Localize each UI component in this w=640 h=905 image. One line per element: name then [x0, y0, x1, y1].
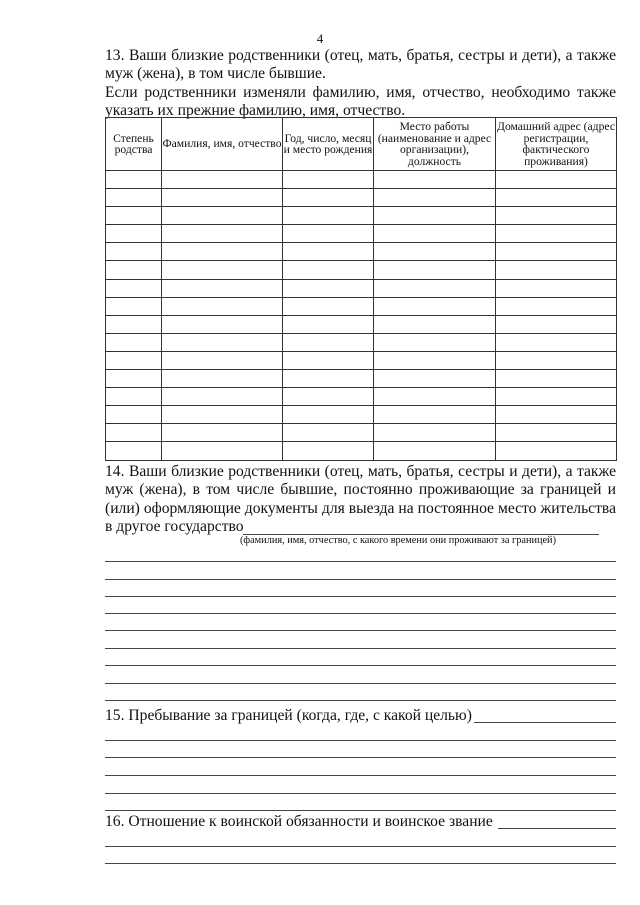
header-home-address: Домашний адрес (адрес регистрации, фактического проживания) — [496, 118, 617, 171]
table-cell[interactable] — [162, 207, 283, 225]
table-cell[interactable] — [106, 442, 162, 460]
table-cell[interactable] — [496, 315, 617, 333]
q15-answer-line[interactable] — [105, 793, 616, 794]
table-cell[interactable] — [496, 225, 617, 243]
table-cell[interactable] — [106, 315, 162, 333]
q16-label: 16. Отношение к воинской обязанности и воинское звание — [105, 813, 493, 830]
q13-line: Если родственники изменяли фамилию, имя, отчество, необходимо также — [105, 83, 616, 101]
q15-answer-line[interactable] — [105, 810, 616, 811]
table-cell[interactable] — [496, 189, 617, 207]
table-cell[interactable] — [106, 207, 162, 225]
table-cell[interactable] — [374, 315, 496, 333]
table-cell[interactable] — [496, 297, 617, 315]
table-cell[interactable] — [106, 406, 162, 424]
table-cell[interactable] — [106, 189, 162, 207]
q14-answer-line[interactable] — [105, 665, 616, 666]
q16-answer-line[interactable] — [105, 846, 616, 847]
table-cell[interactable] — [106, 171, 162, 189]
table-cell[interactable] — [283, 388, 374, 406]
table-cell[interactable] — [106, 333, 162, 351]
q15-answer-line[interactable] — [105, 775, 616, 776]
q14-line: в другое государство — [105, 517, 244, 535]
table-cell[interactable] — [374, 261, 496, 279]
table-row — [106, 388, 617, 406]
table-cell[interactable] — [283, 243, 374, 261]
table-cell[interactable] — [162, 370, 283, 388]
q16-answer-line[interactable] — [105, 863, 616, 864]
table-cell[interactable] — [283, 333, 374, 351]
table-cell[interactable] — [162, 388, 283, 406]
table-cell[interactable] — [162, 243, 283, 261]
table-cell[interactable] — [106, 243, 162, 261]
table-row — [106, 225, 617, 243]
table-cell[interactable] — [374, 243, 496, 261]
table-row — [106, 261, 617, 279]
table-cell[interactable] — [106, 225, 162, 243]
table-cell[interactable] — [106, 261, 162, 279]
table-cell[interactable] — [283, 279, 374, 297]
table-cell[interactable] — [496, 424, 617, 442]
table-header-row — [106, 118, 617, 171]
table-cell[interactable] — [162, 279, 283, 297]
table-cell[interactable] — [374, 189, 496, 207]
table-cell[interactable] — [283, 297, 374, 315]
table-row — [106, 333, 617, 351]
table-cell[interactable] — [106, 297, 162, 315]
table-cell[interactable] — [162, 315, 283, 333]
table-row — [106, 297, 617, 315]
table-cell[interactable] — [162, 351, 283, 369]
q14-answer-line[interactable] — [105, 630, 616, 631]
header-relation: Степень родства — [106, 118, 162, 171]
table-cell[interactable] — [283, 442, 374, 460]
table-cell[interactable] — [496, 261, 617, 279]
table-cell[interactable] — [162, 171, 283, 189]
q14-answer-line[interactable] — [105, 683, 616, 684]
q14-answer-line[interactable] — [105, 700, 616, 701]
q15-answer-line[interactable] — [474, 722, 616, 723]
table-cell[interactable] — [283, 351, 374, 369]
table-row — [106, 243, 617, 261]
table-cell[interactable] — [162, 189, 283, 207]
q14-line: 14. Ваши близкие родственники (отец, мать, братья, сестры и дети), а также — [105, 463, 616, 480]
header-workplace: Место работы (наименование и адрес организации), должность — [374, 118, 496, 171]
table-row — [106, 351, 617, 369]
q14-answer-line[interactable] — [105, 596, 616, 597]
q15-answer-line[interactable] — [105, 740, 616, 741]
table-cell[interactable] — [374, 370, 496, 388]
table-cell[interactable] — [162, 333, 283, 351]
table-cell[interactable] — [496, 279, 617, 297]
table-cell[interactable] — [374, 279, 496, 297]
table-cell[interactable] — [162, 424, 283, 442]
header-birth: Год, число, месяц и место рождения — [283, 118, 374, 171]
table-row — [106, 442, 617, 460]
table-cell[interactable] — [496, 370, 617, 388]
q14-answer-line[interactable] — [105, 648, 616, 649]
table-cell[interactable] — [496, 207, 617, 225]
table-cell[interactable] — [162, 406, 283, 424]
q14-answer-line[interactable] — [105, 579, 616, 580]
table-cell[interactable] — [496, 243, 617, 261]
table-cell[interactable] — [283, 225, 374, 243]
q13-line: муж (жена), в том числе бывшие. — [105, 65, 326, 83]
table-cell[interactable] — [496, 171, 617, 189]
table-cell[interactable] — [374, 424, 496, 442]
q14-answer-line[interactable] — [105, 613, 616, 614]
table-row — [106, 370, 617, 388]
table-cell[interactable] — [374, 388, 496, 406]
table-cell[interactable] — [374, 225, 496, 243]
header-full-name: Фамилия, имя, отчество — [162, 118, 283, 171]
table-cell[interactable] — [106, 370, 162, 388]
table-row — [106, 424, 617, 442]
table-cell[interactable] — [283, 207, 374, 225]
table-row — [106, 406, 617, 424]
q13-line: 13. Ваши близкие родственники (отец, мать, братья, сестры и дети), а также — [105, 47, 616, 64]
table-cell[interactable] — [106, 351, 162, 369]
q14-hint: (фамилия, имя, отчество, с какого времени они проживают за границей) — [240, 535, 557, 546]
table-row — [106, 279, 617, 297]
table-cell[interactable] — [283, 315, 374, 333]
question-14-text — [105, 463, 616, 536]
table-cell[interactable] — [374, 171, 496, 189]
table-cell[interactable] — [283, 406, 374, 424]
q13-line: указать их прежние фамилию, имя, отчество. — [105, 101, 406, 119]
table-cell[interactable] — [283, 370, 374, 388]
relatives-table — [105, 117, 617, 461]
table-row — [106, 171, 617, 189]
table-cell[interactable] — [283, 424, 374, 442]
table-cell[interactable] — [106, 424, 162, 442]
table-cell[interactable] — [374, 442, 496, 460]
q16-answer-line[interactable] — [498, 828, 616, 829]
table-cell[interactable] — [496, 442, 617, 460]
table-row — [106, 315, 617, 333]
table-cell[interactable] — [496, 388, 617, 406]
q14-line: муж (жена), в том числе бывшие, постоянно проживающие за границей и — [105, 481, 616, 499]
table-cell[interactable] — [106, 279, 162, 297]
table-cell[interactable] — [496, 351, 617, 369]
table-cell[interactable] — [162, 297, 283, 315]
table-cell[interactable] — [374, 207, 496, 225]
table-cell[interactable] — [496, 333, 617, 351]
question-13-text — [105, 47, 616, 120]
table-cell[interactable] — [162, 442, 283, 460]
table-cell[interactable] — [283, 171, 374, 189]
table-cell[interactable] — [162, 261, 283, 279]
q15-label: 15. Пребывание за границей (когда, где, с какой целью) — [105, 707, 472, 724]
table-cell[interactable] — [283, 189, 374, 207]
page-number: 4 — [316, 31, 324, 46]
table-row — [106, 207, 617, 225]
table-cell[interactable] — [374, 406, 496, 424]
table-cell[interactable] — [283, 261, 374, 279]
q15-answer-line[interactable] — [105, 757, 616, 758]
table-cell[interactable] — [106, 388, 162, 406]
table-cell[interactable] — [496, 406, 617, 424]
table-cell[interactable] — [374, 351, 496, 369]
q14-line: (или) оформляющие документы для выезда на постоянное место жительства — [105, 499, 616, 517]
q14-answer-line[interactable] — [105, 561, 616, 562]
table-cell[interactable] — [162, 225, 283, 243]
table-cell[interactable] — [374, 333, 496, 351]
table-row — [106, 189, 617, 207]
table-cell[interactable] — [374, 297, 496, 315]
